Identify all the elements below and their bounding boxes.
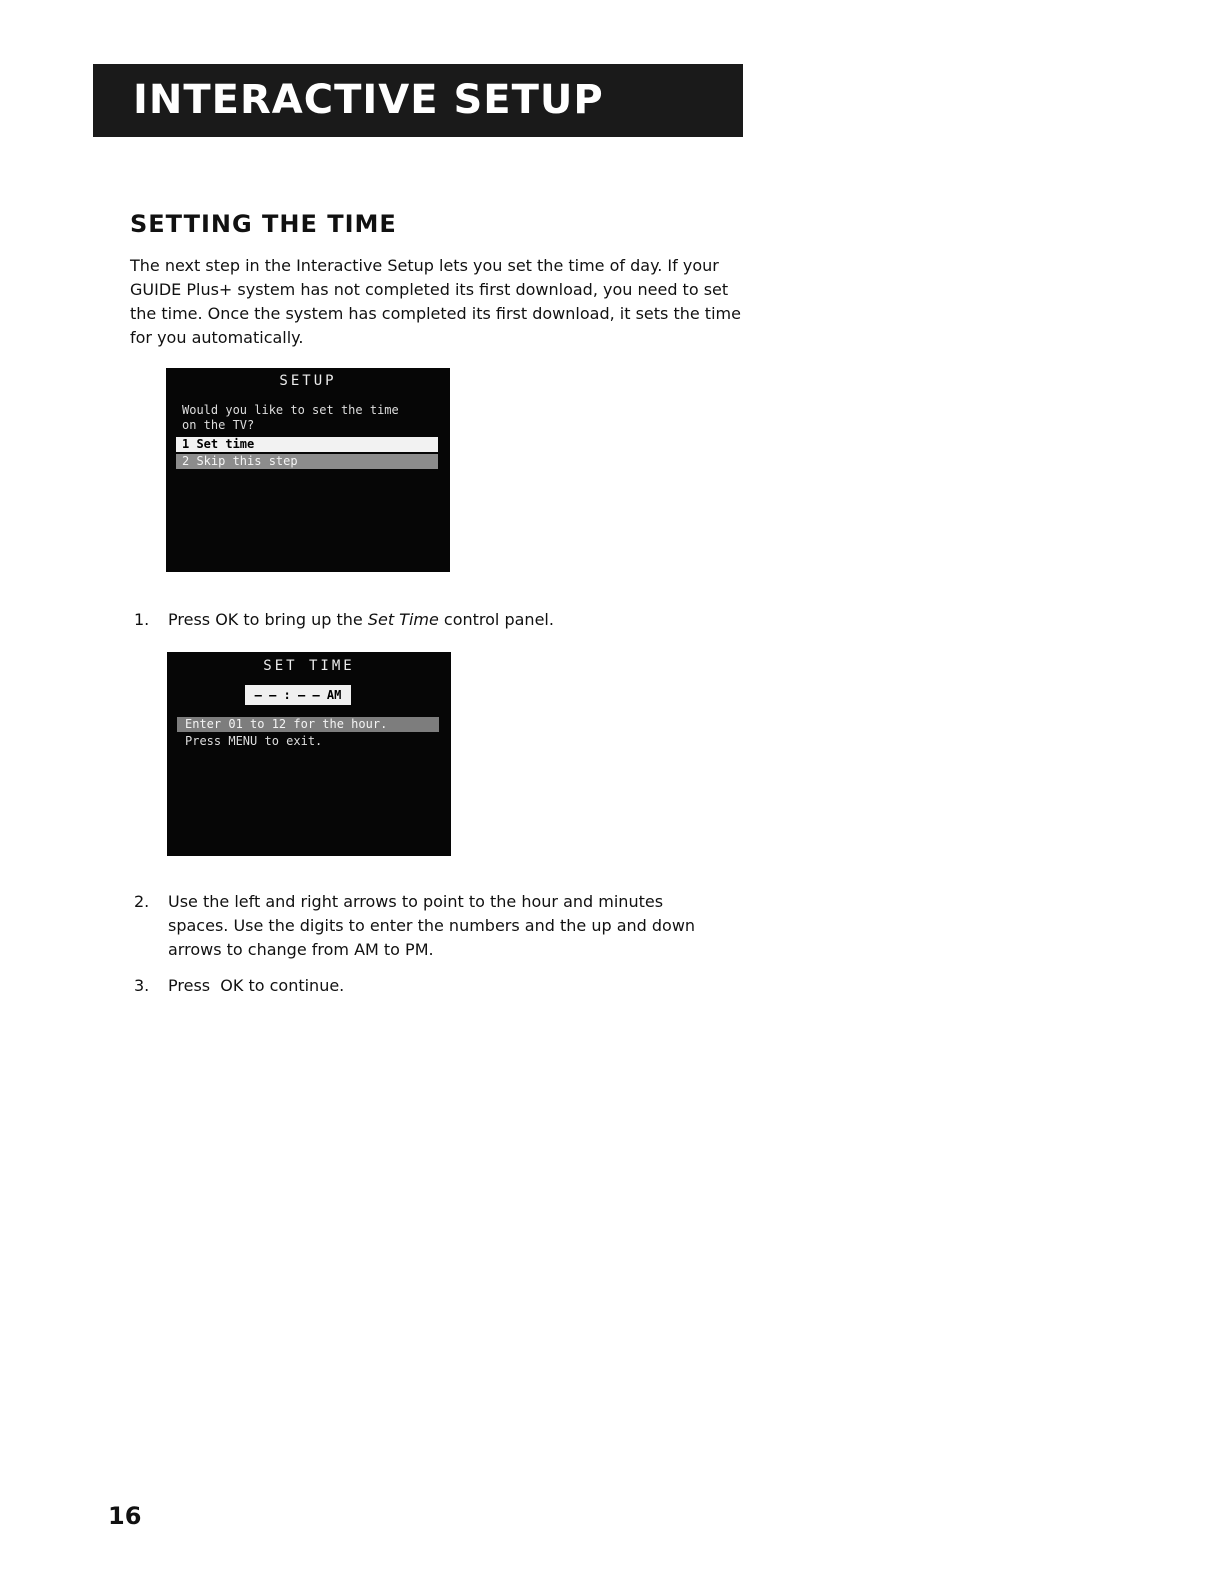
step-1-text: [168, 608, 728, 632]
setup-screen-image: [166, 368, 450, 572]
chapter-title: INTERACTIVE SETUP: [133, 77, 604, 123]
step-2-number: 2.: [134, 892, 150, 911]
step-3-text: Press OK to continue.: [168, 976, 345, 995]
option-set-time: 1 Set time: [176, 437, 438, 452]
section-title: SETTING THE TIME: [130, 210, 397, 238]
step-1-number: 1.: [134, 610, 150, 629]
option-skip-step: 2 Skip this step: [176, 454, 438, 469]
page-number: 16: [108, 1502, 142, 1530]
set-time-screen-title: SET TIME: [263, 658, 355, 674]
step-1-text-before: Press OK to bring up the: [168, 610, 368, 629]
set-time-screen-image: [167, 652, 451, 856]
intro-paragraph: The next step in the Interactive Setup lets you set the time of day. If your GUIDE Plus+ system has not completed its first download, you need to set the time. Once the system has completed its first download, it sets the time for you automatically.: [130, 256, 741, 347]
setup-question-line1: Would you like to set the time: [182, 403, 399, 417]
step-3-number: 3.: [134, 976, 150, 995]
step-1-text-italic: Set Time: [367, 610, 439, 629]
step-1-text-after: control panel.: [438, 610, 554, 629]
setup-question-line2: on the TV?: [182, 418, 255, 432]
chapter-banner: [93, 64, 743, 137]
hour-hint-bar: Enter 01 to 12 for the hour.: [177, 717, 439, 732]
menu-exit-text: Press MENU to exit.: [185, 734, 323, 748]
step-2-text: Use the left and right arrows to point to the hour and minutes spaces. Use the digits to enter the numbers and the up and down arrows to change from AM to PM.: [168, 892, 696, 959]
time-entry-field: – – : – – AM: [245, 685, 351, 705]
setup-screen-title: SETUP: [279, 373, 337, 389]
